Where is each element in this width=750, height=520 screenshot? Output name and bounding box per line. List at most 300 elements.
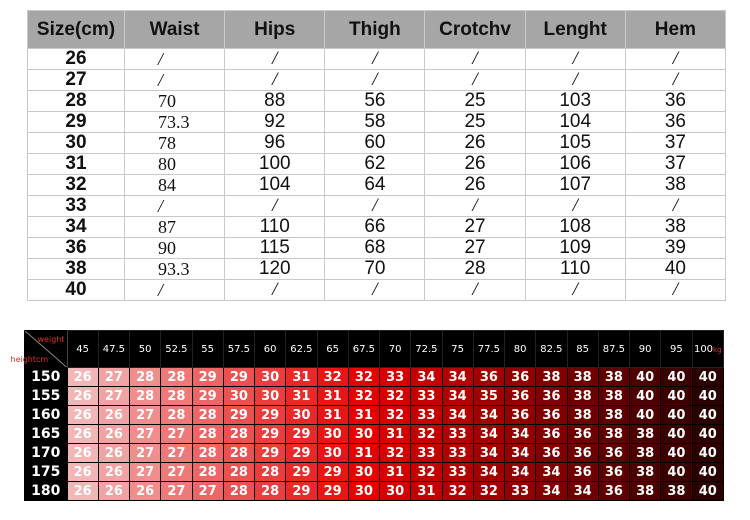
size-recommendation-cell: 36 [505, 368, 536, 387]
weight-header [692, 331, 724, 368]
size-recommendation-cell: 27 [161, 482, 192, 501]
size-recommendation-cell: 38 [567, 368, 598, 387]
size-recommendation-cell: 28 [223, 463, 254, 482]
measure-cell: 107 [525, 175, 625, 196]
measure-cell: / [325, 280, 425, 301]
size-recommendation-cell: 38 [536, 368, 567, 387]
height-label: 150 [25, 368, 68, 387]
size-recommendation-cell: 31 [286, 387, 317, 406]
size-recommendation-cell: 29 [223, 368, 254, 387]
header-thigh: Thigh [325, 11, 425, 49]
weight-value: 60 [263, 343, 277, 355]
size-recommendation-cell: 30 [348, 425, 379, 444]
height-label: 165 [25, 425, 68, 444]
measure-cell: 70 [125, 91, 225, 112]
size-recommendation-cell: 33 [442, 444, 473, 463]
size-cell: 34 [28, 217, 125, 238]
measure-cell: / [625, 280, 725, 301]
weight-header [661, 331, 692, 368]
table-row [28, 133, 726, 154]
measure-cell: 92 [225, 112, 325, 133]
measure-cell: / [525, 280, 625, 301]
size-recommendation-cell: 32 [380, 387, 411, 406]
table-row [28, 238, 726, 259]
size-recommendation-cell: 26 [98, 463, 129, 482]
measure-cell: 36 [625, 112, 725, 133]
measure-cell: / [325, 70, 425, 91]
measure-cell: 88 [225, 91, 325, 112]
size-recommendation-cell: 38 [661, 482, 692, 501]
size-recommendation-cell: 29 [317, 482, 348, 501]
weight-value: 85 [576, 343, 589, 355]
table-row [28, 49, 726, 70]
weight-header [411, 331, 442, 368]
size-recommendation-cell: 28 [161, 406, 192, 425]
size-recommendation-cell: 30 [255, 368, 286, 387]
size-recommendation-cell: 40 [661, 444, 692, 463]
measure-cell: 26 [425, 175, 525, 196]
size-recommendation-cell: 34 [473, 425, 504, 444]
size-recommendation-cell: 29 [192, 368, 223, 387]
table-row [25, 444, 724, 463]
measure-cell: 39 [625, 238, 725, 259]
size-recommendation-cell: 36 [598, 463, 629, 482]
size-recommendation-cell: 36 [567, 444, 598, 463]
size-recommendation-cell: 28 [130, 368, 161, 387]
weight-header [192, 331, 223, 368]
measure-cell: / [625, 196, 725, 217]
height-label: 170 [25, 444, 68, 463]
size-recommendation-cell: 26 [67, 368, 98, 387]
measure-cell: 27 [425, 238, 525, 259]
size-cell: 28 [28, 91, 125, 112]
size-recommendation-cell: 34 [505, 444, 536, 463]
measure-cell: 109 [525, 238, 625, 259]
size-recommendation-cell: 38 [630, 425, 661, 444]
measure-cell: / [325, 196, 425, 217]
size-recommendation-cell: 40 [661, 425, 692, 444]
size-recommendation-cell: 28 [223, 444, 254, 463]
measure-cell: 108 [525, 217, 625, 238]
measure-cell: 73.3 [125, 112, 225, 133]
size-cell: 29 [28, 112, 125, 133]
weight-value: 65 [326, 343, 339, 355]
size-recommendation-cell: 36 [536, 444, 567, 463]
measure-cell: 110 [525, 259, 625, 280]
table-row [28, 280, 726, 301]
size-recommendation-cell: 33 [411, 406, 442, 425]
size-recommendation-cell: 40 [661, 387, 692, 406]
size-recommendation-cell: 36 [598, 482, 629, 501]
measure-cell: 104 [525, 112, 625, 133]
measure-cell: 40 [625, 259, 725, 280]
measure-cell: / [425, 196, 525, 217]
size-recommendation-cell: 35 [473, 387, 504, 406]
size-cell: 32 [28, 175, 125, 196]
size-recommendation-cell: 38 [567, 406, 598, 425]
weight-value: 100 [693, 343, 714, 355]
size-recommendation-cell: 38 [630, 444, 661, 463]
size-recommendation-cell: 40 [692, 463, 724, 482]
size-recommendation-cell: 26 [98, 482, 129, 501]
size-recommendation-cell: 30 [286, 406, 317, 425]
corner-cell [10, 331, 68, 368]
table-row [28, 175, 726, 196]
measure-cell: 62 [325, 154, 425, 175]
table-row [28, 259, 726, 280]
size-table-header-row [28, 11, 726, 49]
size-recommendation-cell: 29 [255, 425, 286, 444]
measure-cell: / [225, 280, 325, 301]
size-recommendation-cell: 31 [317, 387, 348, 406]
size-recommendation-cell: 26 [67, 463, 98, 482]
size-cell: 33 [28, 196, 125, 217]
size-recommendation-cell: 28 [161, 387, 192, 406]
weight-height-chart [10, 330, 724, 501]
size-recommendation-cell: 30 [223, 387, 254, 406]
size-recommendation-cell: 36 [536, 387, 567, 406]
size-recommendation-cell: 36 [473, 368, 504, 387]
size-recommendation-cell: 40 [661, 406, 692, 425]
size-recommendation-cell: 40 [692, 425, 724, 444]
size-recommendation-cell: 30 [317, 425, 348, 444]
size-recommendation-cell: 28 [255, 463, 286, 482]
header-hem: Hem [625, 11, 725, 49]
measure-cell: 26 [425, 133, 525, 154]
size-recommendation-cell: 31 [286, 368, 317, 387]
header-size: Size(cm) [28, 11, 125, 49]
size-recommendation-cell: 29 [286, 444, 317, 463]
size-recommendation-cell: 36 [567, 463, 598, 482]
measure-cell: 38 [625, 217, 725, 238]
size-recommendation-cell: 30 [380, 482, 411, 501]
size-cell: 30 [28, 133, 125, 154]
weight-header [536, 331, 567, 368]
size-recommendation-cell: 32 [380, 406, 411, 425]
size-recommendation-cell: 29 [286, 463, 317, 482]
weight-value: 52.5 [165, 343, 188, 355]
size-cell: 31 [28, 154, 125, 175]
size-recommendation-cell: 26 [98, 425, 129, 444]
weight-header [98, 331, 129, 368]
weight-value: 57.5 [227, 343, 250, 355]
size-recommendation-cell: 29 [255, 444, 286, 463]
measure-cell: / [625, 70, 725, 91]
table-row [28, 196, 726, 217]
size-recommendation-cell: 29 [317, 463, 348, 482]
size-recommendation-cell: 34 [536, 482, 567, 501]
measure-cell: 104 [225, 175, 325, 196]
weight-height-body [25, 368, 724, 501]
size-recommendation-cell: 27 [161, 463, 192, 482]
size-recommendation-cell: 29 [223, 406, 254, 425]
height-label: 175 [25, 463, 68, 482]
weight-header [348, 331, 379, 368]
size-recommendation-cell: 31 [380, 425, 411, 444]
size-recommendation-cell: 34 [505, 463, 536, 482]
weight-value: 95 [670, 343, 683, 355]
header-crotch: Crotchv [425, 11, 525, 49]
size-recommendation-cell: 31 [348, 406, 379, 425]
measure-cell: 105 [525, 133, 625, 154]
size-recommendation-cell: 40 [630, 387, 661, 406]
measure-cell: 37 [625, 133, 725, 154]
size-recommendation-cell: 27 [192, 482, 223, 501]
size-recommendation-cell: 34 [442, 387, 473, 406]
measure-cell: 64 [325, 175, 425, 196]
table-row [25, 463, 724, 482]
measure-cell: / [225, 49, 325, 70]
size-recommendation-cell: 29 [255, 406, 286, 425]
size-recommendation-cell: 27 [130, 425, 161, 444]
measure-cell: / [225, 196, 325, 217]
size-recommendation-cell: 33 [505, 482, 536, 501]
measure-cell: 60 [325, 133, 425, 154]
weight-value: 67.5 [352, 343, 375, 355]
size-recommendation-cell: 26 [67, 444, 98, 463]
weight-value: 87.5 [602, 343, 625, 355]
measure-cell: / [525, 49, 625, 70]
weight-header [442, 331, 473, 368]
size-recommendation-cell: 40 [661, 463, 692, 482]
size-recommendation-cell: 27 [161, 444, 192, 463]
size-recommendation-cell: 28 [255, 482, 286, 501]
size-recommendation-cell: 26 [98, 406, 129, 425]
size-recommendation-cell: 36 [567, 425, 598, 444]
measure-cell: 25 [425, 112, 525, 133]
header-hips: Hips [225, 11, 325, 49]
size-recommendation-cell: 34 [473, 463, 504, 482]
weight-value: 45 [76, 343, 89, 355]
weight-value: 70 [388, 343, 402, 355]
measure-cell: 26 [425, 154, 525, 175]
weight-header [380, 331, 411, 368]
size-recommendation-cell: 38 [598, 406, 629, 425]
size-recommendation-cell: 28 [161, 368, 192, 387]
size-recommendation-cell: 40 [692, 482, 724, 501]
size-recommendation-cell: 30 [255, 387, 286, 406]
size-recommendation-cell: 26 [67, 482, 98, 501]
measure-cell: 80 [125, 154, 225, 175]
weight-value: 62.5 [290, 343, 313, 355]
measure-cell: / [425, 280, 525, 301]
size-recommendation-cell: 33 [411, 444, 442, 463]
table-row [28, 70, 726, 91]
measure-cell: / [425, 49, 525, 70]
size-recommendation-cell: 33 [442, 425, 473, 444]
size-cell: 36 [28, 238, 125, 259]
table-row [28, 154, 726, 175]
size-cell: 40 [28, 280, 125, 301]
weight-value: 55 [201, 343, 214, 355]
size-recommendation-cell: 28 [192, 444, 223, 463]
size-recommendation-cell: 40 [630, 368, 661, 387]
measure-cell: 115 [225, 238, 325, 259]
size-recommendation-cell: 32 [380, 444, 411, 463]
size-cell: 27 [28, 70, 125, 91]
size-recommendation-cell: 40 [692, 444, 724, 463]
measure-cell: 84 [125, 175, 225, 196]
weight-header [567, 331, 598, 368]
table-row [25, 368, 724, 387]
table-row [28, 91, 726, 112]
size-recommendation-cell: 28 [223, 482, 254, 501]
measure-cell: 66 [325, 217, 425, 238]
size-recommendation-cell: 30 [317, 444, 348, 463]
weight-value: 72.5 [415, 343, 438, 355]
measure-cell: 120 [225, 259, 325, 280]
size-recommendation-cell: 36 [536, 425, 567, 444]
weight-header [130, 331, 161, 368]
size-recommendation-cell: 29 [192, 387, 223, 406]
table-row [25, 425, 724, 444]
weight-value: 50 [138, 343, 152, 355]
measure-cell: 36 [625, 91, 725, 112]
size-recommendation-cell: 27 [130, 406, 161, 425]
weight-header [473, 331, 504, 368]
measure-cell: / [425, 70, 525, 91]
size-recommendation-cell: 27 [98, 368, 129, 387]
size-recommendation-cell: 29 [286, 482, 317, 501]
size-recommendation-cell: 38 [598, 387, 629, 406]
size-recommendation-cell: 34 [473, 406, 504, 425]
height-label: 155 [25, 387, 68, 406]
size-recommendation-cell: 26 [67, 425, 98, 444]
size-recommendation-cell: 34 [411, 368, 442, 387]
size-recommendation-cell: 27 [130, 444, 161, 463]
size-recommendation-cell: 28 [130, 387, 161, 406]
size-recommendation-cell: 34 [442, 406, 473, 425]
size-recommendation-cell: 31 [380, 463, 411, 482]
size-recommendation-cell: 40 [630, 406, 661, 425]
measure-cell: / [125, 70, 225, 91]
weight-header [598, 331, 629, 368]
size-recommendation-cell: 28 [192, 425, 223, 444]
measure-cell: 37 [625, 154, 725, 175]
weight-axis-label: weight [37, 334, 65, 344]
size-recommendation-cell: 26 [130, 482, 161, 501]
size-recommendation-cell: 40 [661, 368, 692, 387]
measure-cell: 100 [225, 154, 325, 175]
size-recommendation-cell: 28 [192, 463, 223, 482]
measure-cell: 96 [225, 133, 325, 154]
weight-value: 82.5 [540, 343, 563, 355]
size-recommendation-cell: 30 [348, 482, 379, 501]
weight-header [286, 331, 317, 368]
weight-value: 75 [451, 343, 464, 355]
size-cell: 26 [28, 49, 125, 70]
measure-cell: / [125, 196, 225, 217]
weight-value: 47.5 [102, 343, 125, 355]
height-label: 160 [25, 406, 68, 425]
measure-cell: 70 [325, 259, 425, 280]
size-recommendation-cell: 36 [598, 444, 629, 463]
measure-cell: 56 [325, 91, 425, 112]
size-table [27, 10, 726, 301]
weight-header-row [25, 331, 724, 368]
measure-cell: / [525, 70, 625, 91]
measure-cell: 78 [125, 133, 225, 154]
measure-cell: 27 [425, 217, 525, 238]
weight-value: 90 [638, 343, 652, 355]
size-recommendation-cell: 29 [286, 425, 317, 444]
size-recommendation-cell: 27 [130, 463, 161, 482]
size-recommendation-cell: 38 [630, 463, 661, 482]
size-recommendation-cell: 27 [98, 387, 129, 406]
measure-cell: / [525, 196, 625, 217]
size-recommendation-cell: 28 [223, 425, 254, 444]
weight-header [161, 331, 192, 368]
size-recommendation-cell: 36 [536, 406, 567, 425]
table-row [28, 112, 726, 133]
size-recommendation-cell: 32 [317, 368, 348, 387]
size-recommendation-cell: 36 [505, 406, 536, 425]
table-row [25, 387, 724, 406]
size-recommendation-cell: 32 [411, 463, 442, 482]
measure-cell: / [125, 280, 225, 301]
size-recommendation-cell: 40 [692, 406, 724, 425]
measure-cell: 93.3 [125, 259, 225, 280]
size-recommendation-cell: 30 [348, 463, 379, 482]
measure-cell: 58 [325, 112, 425, 133]
size-recommendation-cell: 38 [630, 482, 661, 501]
measure-cell: 110 [225, 217, 325, 238]
size-recommendation-cell: 32 [473, 482, 504, 501]
measure-cell: 38 [625, 175, 725, 196]
weight-header [223, 331, 254, 368]
table-row [28, 217, 726, 238]
size-recommendation-cell: 26 [67, 406, 98, 425]
size-recommendation-cell: 32 [348, 387, 379, 406]
size-recommendation-cell: 34 [505, 425, 536, 444]
measure-cell: 28 [425, 259, 525, 280]
size-recommendation-cell: 38 [598, 425, 629, 444]
measure-cell: / [125, 49, 225, 70]
size-recommendation-cell: 38 [598, 368, 629, 387]
weight-header [505, 331, 536, 368]
weight-header [317, 331, 348, 368]
size-recommendation-cell: 32 [442, 482, 473, 501]
size-cell: 38 [28, 259, 125, 280]
size-recommendation-cell: 33 [442, 463, 473, 482]
size-recommendation-cell: 31 [411, 482, 442, 501]
size-table-body [28, 49, 726, 301]
size-recommendation-cell: 34 [473, 444, 504, 463]
size-recommendation-cell: 33 [411, 387, 442, 406]
size-recommendation-cell: 26 [67, 387, 98, 406]
weight-value: 80 [513, 343, 527, 355]
table-row [25, 406, 724, 425]
weight-header [67, 331, 98, 368]
weight-header [630, 331, 661, 368]
size-recommendation-cell: 40 [692, 387, 724, 406]
height-label: 180 [25, 482, 68, 501]
size-recommendation-cell: 40 [692, 368, 724, 387]
size-recommendation-cell: 34 [536, 463, 567, 482]
size-recommendation-cell: 34 [442, 368, 473, 387]
size-recommendation-cell: 36 [505, 387, 536, 406]
measure-cell: 103 [525, 91, 625, 112]
measure-cell: 106 [525, 154, 625, 175]
size-recommendation-cell: 32 [411, 425, 442, 444]
size-recommendation-cell: 33 [380, 368, 411, 387]
size-recommendation-cell: 38 [567, 387, 598, 406]
table-row [25, 482, 724, 501]
weight-value: 77.5 [477, 343, 500, 355]
size-recommendation-cell: 28 [192, 406, 223, 425]
measure-cell: 87 [125, 217, 225, 238]
header-waist: Waist [125, 11, 225, 49]
